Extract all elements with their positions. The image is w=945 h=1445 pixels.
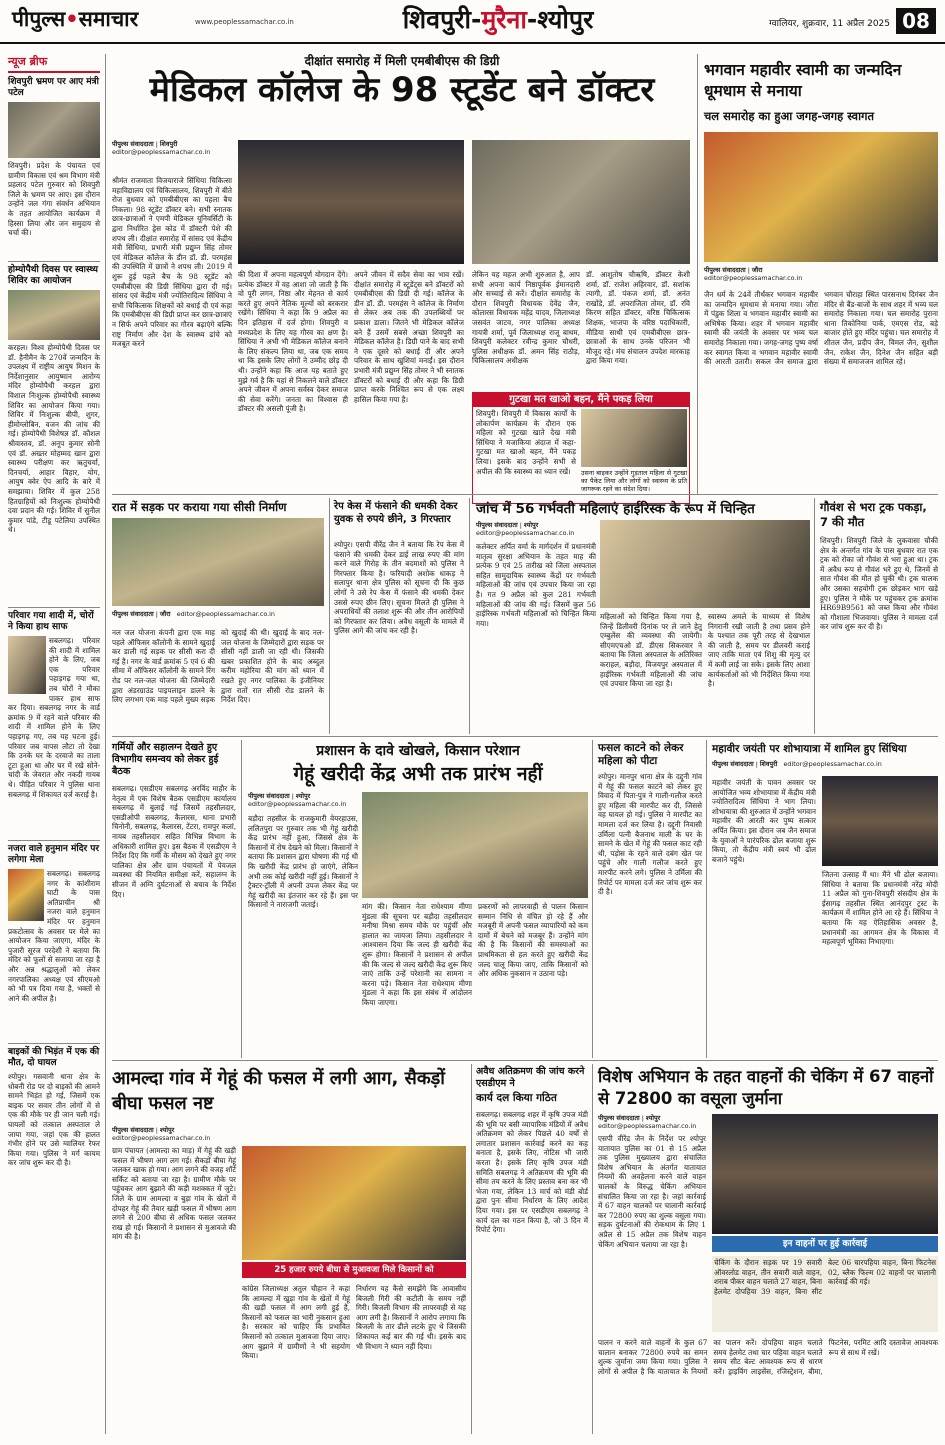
section-rule [112, 1060, 938, 1061]
road-headline: रात में सड़क पर कराया गया सीसी निर्माण [112, 500, 287, 514]
vehicle-text: एसपी वीरेंद्र जैन के निर्देश पर श्योपुर यातायात पुलिस का 01 से 15 अप्रैल तक पुलिस मुख्यालय द्वारा संचालित विशेष अभियान के अंतर्गत यातायात नियमों की अवहेलना करने वाले वाहन चालकों के विरुद्ध चेकिंग अभियान संचालित किया जा रहा है। जहां कार्रवाई में 67 वाहन चालकों पर चालानी कार्रवाई कर 72800 रुपए का शुल्क वसूला गया। सड़क दुर्घटनाओं की रोकथाम के लिए 1 अप्रैल से 15 अप्रैल तक विशेष वाहन चेकिंग अभियान चलाया जा रहा है। [598, 1134, 706, 1249]
lead-col-1: श्रीमंत राजमाता विजयाराजे सिंधिया चिकित्सा महाविद्यालय एवं चिकित्सालय, शिवपुरी में बीते रोज बुधवार को एमबीबीएस का पहला बैच निकला। 98 स्टूडेंट डॉक्टर बने। सभी स्नातक छात्र-छात्राओं ने एमपी मेडिकल यूनिवर्सिटी के द्वारा निर्धारित ड्रेस कोड में डॉक्टरी पेशे की शपथ ली। दीक्षांत समारोह में सांसद एवं केंद्रीय मंत्री सिंधिया, प्रभारी मंत्री प्रद्युम्न सिंह तोमर एवं मेडिकल कॉलेज के डीन डॉ. डी. परमहंस की उपस्थिति में छात्रों ने शपथ ली। 2019 में शुरू हुई पहले बैच के 98 स्टूडेंट को एमबीबीएस की डिग्री सिंधिया द्वारा दी गई। सांसद एवं केंद्रीय मंत्री ज्योतिरादित्य सिंधिया ने सभी चिकित्सक शिक्षकों को बधाई दी एवं कहा कि एमबीबीएस की डिग्री प्राप्त कर छात्र-छात्राएं न सिर्फ अपने परिवार का गौरव बढ़ाएंगे बल्कि राष्ट्र निर्माण और देश के स्वास्थ्य ढांचे को मजबूत करने [112, 176, 232, 349]
scindia-col-1: महावीर जयंती के पावन अवसर पर आयोजित भव्य शोभायात्रा में केंद्रीय मंत्री ज्योतिरादित्य सिंधिया ने भाग लिया। शोभायात्रा की शुरुआत में उन्होंने भगवान महावीर की आरती कर पुष्प सत्कार अर्पित किया। इस दौरान जब जैन समाज के युवाओं ने पारंपरिक ढोल बजाया शुरू किया, तो केंद्रीय मंत्री स्वयं भी ढोल बजाने पहुंचे। [712, 778, 816, 864]
fire-col-2: कांग्रेस जिलाध्यक्ष अतुल चौहान ने कहा कि आमल्दा में खुड़ा गांव के खेतों में गेहूं की खड़ी फसल में आग लगी हुई है, किसानों को फसल का भारी नुकसान हुआ है। सरकार को चाहिए कि प्रभावित किसानों को तत्काल मुआवजा दिया जाए। आग बुझाने में ग्रामीणों ने भी सहयोग किया। [242, 1284, 350, 1361]
edition-part3: -श्योपुर [526, 5, 594, 34]
scindia-col-2: जितना उत्साह मैं था। मैंने भी ढोल बजाया। सिंधिया ने बताया कि प्रधानमंत्री नरेंद्र मोदी 11 अप्रैल को गुना-शिवपुरी संसदीय क्षेत्र के ईसागढ़ तहसील स्थित आनंदपुर ट्रस्ट के कार्यक्रम में शामिल होने आ रहे हैं। सिंधिया ने बताया कि यह ऐतिहासिक अवसर है, प्रधानमंत्री का आगमन क्षेत्र के विकास में महत्वपूर्ण भूमिका निभाएगा। [822, 870, 938, 947]
fire-byline-name: पीपुल्स संवाददाता [112, 1126, 154, 1134]
brand-url: www.peoplessamachar.co.in [195, 18, 294, 26]
column-rule [241, 740, 242, 1058]
road-byline: पीपुल्स संवाददाता | जौरा editor@peoplessamachar.co.in [112, 610, 275, 618]
vehicle-photo-caption: इन वाहनों पर हुई कार्रवाई [712, 1236, 938, 1252]
pregnant-byline-name: पीपुल्स संवाददाता [476, 521, 518, 529]
mahavir-text: जैन धर्म के 24वें तीर्थंकर भगवान महावीर का जन्मदिन धूमधाम से मनाया गया। जौरा में पंडुक शिला व भगवान महावीर स्वामी का अभिषेक किया। शहर में भगवान महावीर स्वामी की जयंती के अवसर पर भव्य चल समारोह निकाला गया। जगह-जगह पुष्प वर्षा कर स्वागत किया व भगवान महावीर स्वामी की आरती उतारी। सकल जैन समाज द्वारा भगवान चौराहा स्थित पारसनाथ दिगंबर जैन मंदिर से बैंड-बाजों के साथ शहर में भव्य चल समारोह निकाला गया। चल समारोह पुराना थाना तिकोनिया पार्क, एमएस रोड, बड़े बाजार होते हुए मंदिर पहुंचा। चल समारोह में शीतल जैन, प्रदीप जैन, विमल जैन, सुशील जैन, राकेश जैन, दिनेश जैन सहित बड़ी संख्या में समाजजन शामिल रहे। [704, 290, 938, 367]
fire-headline: आमल्दा गांव में गेहूं की फसल में लगी आग, सैकड़ों बीघा फसल नष्ट [112, 1068, 445, 1114]
brand-right: समाचार [78, 7, 139, 31]
page-number: 08 [896, 8, 936, 34]
fire-photo-caption: 25 हजार रुपये बीघा से मुआवजा मिले किसानों को [242, 1262, 466, 1278]
fire-col-3: निर्धारण यह कैसे समझेंगे कि आवासीय बिजली गिरी की कटौती के समय नहीं गिरी। बिजली विभाग की लापरवाही से यह आग लगी है। किसानों ने आरोप लगाया कि बिजली के तार ढीले लटके हुए थे जिसकी शिकायत कई बार की गई थी। इसके बाद भी विभाग ने ध्यान नहीं दिया। [356, 1284, 466, 1351]
fire-byline-place: श्योपुर [159, 1126, 175, 1134]
brief-1-text: शिवपुरी। प्रदेश के पंचायत एवं ग्रामीण विकास एवं श्रम विभाग मंत्री प्रहलाद पटेल गुरुवार को शिवपुरी जिले के भ्रमण पर आए। इस दौरान उन्होंने जल गंगा संवर्धन अभियान के तहत आयोजित कार्यक्रम में हिस्सा लिया और जन समुदाय से चर्चा की। [8, 161, 100, 238]
column-rule [706, 740, 707, 1058]
column-rule [592, 740, 593, 1058]
brief-1-title: शिवपुरी भ्रमण पर आए मंत्री पटेल [8, 77, 99, 98]
fasal-headline: फसल काटने को लेकर महिला को पीटा [598, 742, 684, 767]
lead-col-2: की दिशा में अपना महत्वपूर्ण योगदान देंगे। प्रत्येक डॉक्टर में वह आशा जो जाती है कि वो पूरी लगन, निष्ठा और मेहनत से कार्य करते हुए अपने नैतिक मूल्यों को बरकरार रखेंगे। सिंधिया ने कहा कि 9 अप्रैल का दिन इतिहास में दर्ज होगा। शिवपुरी व मध्यप्रदेश के लिए यह गौरव का क्षण है। सिंधिया ने अभी भी मेडिकल कॉलेज बनाने के लिए संकल्प लिया था, जब एक समय था कि इसके लिए लोगों ने उम्मीद छोड़ दी थी। उन्होंने कहा कि आज यह बताते हुए मुझे गर्व है कि यहां से निकलने वाले डॉक्टर अपने जीवन में अपना सर्वस्व देकर समाज की सेवा करेंगे। जनता का विश्वास ही डॉक्टर की असली पूंजी है। [238, 270, 348, 414]
lead-inset-caption: उसना बाइकर उन्होंने गुड़ताल महिला से गुटखा का पैकेट लिया और लोगों को स्वास्थ्य के प्रति जागरूक रहने का संदेश दिया। [581, 469, 687, 493]
mahavir-headline: भगवान महावीर स्वामी का जन्मदिन धूमधाम से मनाया [704, 61, 902, 100]
pregnant-col-2: महिलाओं को चिन्हित किया गया है, जिन्हें डिलीवरी दिनांक पर ले जाने हेतु एम्बुलेंस की व्यवस्था की जायेगी। सीएमएचओ डॉ. डीएस सिकरवार ने बताया कि जिला अस्पताल के अतिरिक्त कराहल, बड़ौदा, विजयपुर अस्पताल में हाईरिस्क गर्भवती महिलाओं की जांच एवं उपचार किया जा रहा है। [600, 612, 702, 689]
brief-2-title: होम्योपैथी दिवस पर स्वास्थ्य शिविर का आयोजन [8, 261, 100, 287]
column-rule [329, 498, 330, 734]
fasal-text: श्योपुर। मानपुर थाना क्षेत्र के दद्दूनी गांव में गेहूं की फसल काटने को लेकर हुए विवाद में पिता-पुत्र ने गाली-गलौज करते हुए महिला की मारपीट कर दी, जिससे वह घायल हो गई। पुलिस ने मारपीट का मामला दर्ज कर लिया है। दद्दूनी निवासी उर्मिला पत्नी बैजनाथ माली के घर के सामने के खेत में गेहूं की फसल काट रही थी, पड़ोस के रहने वाले दबंग खेत पर पहुंचे और गाली गलौज करते हुए मारपीट करने लगे। पुलिस ने उर्मिला की रिपोर्ट पर मामला दर्ज कर जांच शुरू कर दी है। [598, 772, 702, 897]
scindia-headline: महावीर जयंती पर शोभायात्रा में शामिल हुए सिंधिया [712, 743, 907, 755]
wheat-byline-name: पीपुल्स संवाददाता [248, 792, 290, 800]
fasal-crop-text: प्रकरणों को लापरवाही से पालन किसान सम्मान निधि से वंचित हो रहे हैं और मजबूरी में अपनी फसल व्यापारियों को कम दामों में बेचने को मजबूर हैं। उन्होंने मांग की है कि किसानों की समस्याओं का प्राथमिकता से हल करते हुए खरीदी केंद्र जल्द चालू किया जाए, ताकि किसानों को और अधिक नुकसान न उठाना पड़े। [478, 902, 588, 979]
rape-headline: रेप केस में फंसाने की धमकी देकर युवक से रुपये छीने, 3 गिरफ्तार [334, 501, 458, 525]
vehicle-byline-place: श्योपुर [645, 1114, 661, 1122]
column-rule [469, 498, 470, 734]
brief-3-title: परिवार गया शादी में, चोरों ने किया हाथ साफ [8, 607, 100, 633]
pregnant-photo [600, 520, 810, 608]
brief-4-text: सबलगढ़। सबलगढ़ नगर के कांशीराम घाटी के पास अतिप्राचीन श्री नजरा वाले हनुमान मंदिर पर हनुमान प्रकटोत्सव के अवसर पर मेले का आयोजन किया जाएगा, मंदिर के पुजारी सूरज परदेशी ने बताया कि मंदिर को फूलों से सजाया जा रहा है और अन्न श्रद्धालुओं को लेकर नगरपालिका अध्यक्ष एवं सीएमओ को भी पत्र दिया गया है, भक्तों से आने की अपील है। [8, 869, 100, 1003]
wheat-byline: पीपुल्स संवाददाता | श्योपुर editor@peoplessamachar.co.in [248, 792, 347, 808]
mahavir-photo [704, 132, 938, 262]
scindia-byline-place: शिवपुरी [759, 760, 778, 768]
brief-2-photo [8, 290, 100, 340]
edition-title [348, 4, 648, 36]
truck-text: शिवपुरी। शिवपुरी जिले के लुकवासा चौकी क्षेत्र के अन्तर्गत गांव के पास बुधवार रात एक ट्रक को रोका जो गौवंश से भरा हुआ था। ट्रक में अवैध रूप से गौवंश भरे हुए थे, जिनमें से सात गौवंश की मौत हो चुकी थी। ट्रक चालक और उसका सहयोगी ट्रक छोड़कर भाग खड़े हुए। पुलिस ने मौके पर पहुंचकर ट्रक क्रमांक HR69B9561 को जब्त किया और गौवंश को गौशाला भिजवाया। पुलिस ने मामला दर्ज कर जांच शुरू कर दी है। [820, 536, 938, 632]
vehicle-footer-text: पालन न करने वाले वाहनों के कुल 67 चालान बनाकर 72800 रुपये का समन शुल्क जुर्माना जमा किया गया। पुलिस ने लोगों से अपील है कि यातायात के नियमों का पालन करें। दोपहिया वाहन चलाते समय हेलमेट तथा चार पहिया वाहन चलाते समय सीट बेल्ट आवश्यक रूप से धारण करें। ड्राइविंग लाइसेंस, रजिस्ट्रेशन, बीमा, फिटनेस, परमिट आदि दस्तावेज आवश्यक रूप से साथ में रखें। [598, 1338, 938, 1376]
mahavir-email[interactable]: editor@peoplessamachar.co.in [704, 274, 803, 282]
vehicle-byline: पीपुल्स संवाददाता | श्योपुर editor@peoplessamachar.co.in [598, 1114, 697, 1130]
lead-col-5: डॉ. आशुतोष चौऋषि, डॉक्टर केशी शर्मा, डॉ. राजेश अहिरवार, डॉ. सशांक त्यागी, डॉ. पंकज शर्मा, डॉ. अनंत राखोंडे, डॉ. अपराजिता तोमर, डॉ. रवि किरण सहित डॉक्टर, वरिष्ठ चिकित्सक शिक्षक, भाजपा के वरिष्ठ पदाधिकारी, मीडिया साथी एवं एमबीबीएस छात्र-छात्राओं के साथ उनके परिजन भी मौजूद रहे। मंच संचालन उपदेश मारकाह द्वारा किया गया। [586, 270, 690, 366]
lead-kicker: दीक्षांत समारोह में मिली एमबीबीएस की डिग्री [304, 54, 500, 68]
brief-3-photo [8, 636, 46, 694]
brief-5-text: श्योपुर। गसवानी थाना क्षेत्र के धोबनी रोड पर दो बाइकों की आमने सामने भिड़ंत हो गई, जिसमें एक बाइक पर सवार तीन लोगों में से एक की मौके पर ही जान चली गई। घायलों को तत्काल अस्पताल ले जाया गया, जहां एक की हालत गंभीर होने पर उसे ग्वालियर रेफर किया गया। पुलिस ने मर्ग कायम कर जांच शुरू कर दी है। [8, 1072, 100, 1168]
truck-headline: गौवंश से भरा ट्रक पकड़ा, 7 की मौत [820, 500, 927, 529]
pregnant-headline: जांच में 56 गर्भवती महिलाएं हाईरिस्क के रूप में चिन्हित [476, 501, 755, 517]
lead-headline: मेडिकल कॉलेज के 98 स्टूडेंट बने डॉक्टर [149, 70, 655, 110]
lead-col-4: लेकिन यह महज अभी शुरुआत है, आप सभी अपना कार्य निष्ठापूर्वक ईमानदारी और सच्चाई से करें। दीक्षांत समारोह के दौरान शिवपुरी विधायक देवेंद्र जैन, कोलारस विधायक महेंद्र यादव, जिलाध्यक्ष जसवंत जाटव, नगर पालिका अध्यक्ष गायत्री शर्मा, पूर्व जिलाध्यक्ष राजू बाथम, शिवपुरी कलेक्टर रवीन्द्र कुमार चौधरी, पुलिस अधीक्षक डॉ. अमन सिंह राठौड़, चिकित्सालय अधीक्षक [472, 270, 580, 366]
wheat-email[interactable]: editor@peoplessamachar.co.in [248, 800, 347, 808]
wheat-col-2: मांग की। किसान नेता राधेश्याम मीणा मुंडला की सूचना पर बड़ौदा तहसीलदार मनीषा मिश्रा समय मौके पर पहुंचीं और हालात का जायजा लिया। तहसीलदार ने आश्वासन दिया कि जल्द ही खरीदी केंद्र शुरू होगा। किसानों ने प्रशासन से अपील की कि जल्द से जल्द खरीदी केंद्र शुरू किए जाएं ताकि उन्हें परेशानी का सामना न करना पड़े। किसान नेता राधेश्याम मीणा मुंडला ने कहा कि इस संबंध में आंदोलन किया जाएगा। [362, 902, 472, 1007]
pregnant-email[interactable]: editor@peoplessamachar.co.in [476, 529, 575, 537]
masthead [0, 0, 945, 44]
vehicle-email[interactable]: editor@peoplessamachar.co.in [598, 1122, 697, 1130]
section-rule [112, 736, 938, 737]
brief-1-photo [8, 102, 100, 158]
scindia-email[interactable]: editor@peoplessamachar.co.in [783, 760, 882, 768]
lead-inset-title: गुटखा मत खाओ बहन, मैंने पकड़ लिया [473, 393, 689, 407]
wheat-byline-place: श्योपुर [295, 792, 311, 800]
lead-photo-1 [238, 140, 464, 264]
mahavir-subhead: चल समारोह का हुआ जगह-जगह स्वागत [704, 109, 875, 123]
pregnant-col-3: स्वास्थ्य अमले के माध्यम से विशेष निगरानी रखी जाती है तथा प्रसव होने के पश्चात तक पूरी तरह से देखभाल की जाती है, समय पर डीलवरी कराई जाए ताकि माता एवं शिशु की मृत्यु दर में कमी लाई जा सके। इसके लिए आशा कार्यकर्ताओं को भी निर्देशित किया गया है। [708, 612, 810, 689]
fire-email[interactable]: editor@peoplessamachar.co.in [112, 1134, 211, 1142]
road-photo [112, 518, 324, 606]
pregnant-byline: पीपुल्स संवाददाता | श्योपुर editor@peoplessamachar.co.in [476, 521, 575, 537]
pregnant-byline-place: श्योपुर [523, 521, 539, 529]
lead-byline-place: शिवपुरी [159, 140, 178, 148]
vehicle-photo [712, 1114, 938, 1234]
mahavir-byline-place: जौरा [751, 266, 763, 274]
wheat-kicker: प्रशासन के दावे खोखले, किसान परेशान [316, 743, 520, 759]
mahavir-byline-name: पीपुल्स संवाददाता [704, 266, 746, 274]
illegal-text: सबलगढ़। सबलगढ़ शहर में कृषि उपज मंडी की भूमि पर बसी व्यापारिक मंडियों में अवैध अतिक्रमण को लेकर पिछले 40 वर्षों से लगातार प्रशासन कार्रवाई करने का कह बनाता है, इसके लिए, नोटिस भी जारी करता है। इसके लिए कृषि उपज मंडी समिति सबलगढ़ ने अतिक्रमण की भूमि की सीमा तय करने के लिए प्रस्ताव बना कर भी भेजा गया, लेकिन 13 मार्च को मंडी बोर्ड द्वारा पुनः सीमा निर्धारण के लिए आदेश दिया गया। इस पर एसडीएम सबलगढ़ ने कार्य दल का गठन किया है, जो 3 दिन में रिपोर्ट देगा। [476, 1110, 588, 1235]
brand-logo [12, 6, 192, 32]
wheat-col-1: बड़ौदा तहसील के राजकुमारी वेयरहाउस, ललितपुरा पर गुरुवार तक भी गेहूं खरीदी केंद्र प्रारंभ नहीं हुआ, जिससे क्षेत्र के किसानों में रोष देखने को मिला। किसानों ने बताया कि प्रशासन द्वारा घोषणा की गई थी कि खरीदी केंद्र प्रारंभ हो जाएंगे, लेकिन अभी तक कोई खरीदी नहीं हुई। किसानों ने ट्रैक्टर-ट्रॉली में अपनी उपज लेकर केंद्र पर गेहूं खरीदी का इंतजार कर रहे हैं। इस पर किसानों ने नाराजगी जताई। [248, 814, 358, 910]
lead-byline-name: पीपुल्स संवाददाता [112, 140, 154, 148]
fire-byline: पीपुल्स संवाददाता | श्योपुर editor@peoplessamachar.co.in [112, 1126, 211, 1142]
vehicle-headline: विशेष अभियान के तहत वाहनों की चेकिंग में 67 वाहनों से 72800 का वसूला जुर्माना [598, 1067, 934, 1108]
illegal-headline: कार्य दल किया गठित [476, 1092, 557, 1104]
heat-headline: गर्मियों और सहालग्न देखते हुए विभागीय समन्वय को लेकर हुई बैठक [112, 742, 219, 777]
scindia-photo [822, 776, 938, 866]
wheat-headline: गेहूं खरीदी केंद्र अभी तक प्रारंभ नहीं [293, 763, 543, 785]
lead-inset [472, 392, 690, 504]
brief-2-text: करहल। विश्व होम्योपैथी दिवस पर डॉ. हैनीमैन के 270वें जन्मदिन के उपलक्ष्य में राष्ट्रीय आयुष मिशन के निर्देशानुसार आयुष्मान आरोग्य मंदिर होम्योपैथी करहल द्वारा विशाल निःशुल्क होम्योपैथी स्वास्थ्य शिविर का आयोजन किया गया। शिविर में निःशुल्क बीपी, शुगर, हीमोग्लोबिन, वजन की जांच की गई। होम्योपैथी विशेषज्ञ डॉ. कौशल श्रीवास्तव, डॉ. अनूप कुमार सोनी एवं डॉ. अख्तर मोहम्मद खान द्वारा स्वास्थ्य परीक्षण कर ऋतुचर्या, दिनचर्या, आहार विहार, योग, आयुष क्वेर ऐप आदि के बारे में समझाया। शिविर में कुल 258 हितग्राहियों को निःशुल्क होम्योपैथी दवा प्रदान की गई। शिविर में सुनील कुमार पांडे, टीडू पटेलिया उपस्थित थे। [8, 343, 100, 535]
news-brief-column [8, 54, 100, 1434]
vehicle-box-text: चेकिंग के दौरान सड़क पर 19 सवारी ऑवरलोड वाहन, तीन सवारी वाले वाहन, शराब पीकर वाहन चलाते 27 वाहन, बिना हेलमेट दोपहिया 39 वाहन, बिना सीट बेल्ट 06 चारपहिया वाहन, बिना फिटनेस 02, ब्लैक फिल्म 02 वाहनों पर चालानी कार्रवाई की गई। [712, 1256, 938, 1332]
pregnant-col-1: कलेक्टर अर्पित वर्मा के मार्गदर्शन में प्रधानमंत्री मातृत्व सुरक्षा अभियान के तहत माह की प्रत्येक 9 एवं 25 तारीख को जिला अस्पताल सहित सामुदायिक स्वास्थ्य केंद्रों पर गर्भवती महिलाओं की जांच एवं उपचार किया जा रहा है। गत 9 अप्रैल को कुल 281 गर्भवती महिलाओं की जांच की गई। जिसमें कुल 56 हाईरिस्क गर्भवती महिलाओं को चिन्हित किया गया। [476, 542, 596, 628]
illegal-kicker: अवैध अतिक्रमण की जांच करने एसडीएम ने [476, 1066, 585, 1089]
brand-dot-icon: • [65, 7, 79, 31]
column-rule [592, 1064, 593, 1434]
lead-byline: पीपुल्स संवाददाता | शिवपुरी editor@peoplessamachar.co.in [112, 140, 211, 156]
fire-text: ग्राम पंचायत (आमल्दा का माड़) में गेहूं की खड़ी फसल में भीषण आग लग गई। सैकड़ों बीघा गेहूं जलकर खाक हो गया। आग लगने की वजह शॉर्ट सर्किट को बताया जा रहा है। ग्रामीण मौके पर पहुंचकर आग बुझाने की कड़ी मशक्कत में जुटे। जिले के ग्राम आमल्दा व बुड़ा गांव के खेतों में दोपहर गेहूं की तैयार खड़ी फसल में भीषण आग लगने से 200 बीघा से अधिक फसल जलकर राख हो गई। किसानों ने प्रशासन से मुआवजे की मांग की है। [112, 1146, 236, 1242]
lead-inset-photo [581, 409, 687, 467]
edition-part1: शिवपुरी- [402, 5, 482, 34]
road-byline-place: जौरा [159, 610, 171, 618]
mahavir-byline: पीपुल्स संवाददाता | जौरा editor@peoplessamachar.co.in [704, 266, 803, 282]
edition-part2: मुरैना [481, 5, 527, 34]
lead-photo-2 [472, 140, 690, 264]
section-rule [112, 494, 938, 495]
lead-inset-text: शिवपुरी। शिवपुरी में विकास कार्यों के लोकार्पण कार्यक्रम के दौरान एक महिला को गुटखा खाते देख मंत्री सिंधिया ने मजाकिया अंदाज में कहा- गुटखा मत खाओ बहन, मैंने पकड़ लिया। इसके बाद उन्होंने सभी से अपील की कि स्वास्थ्य का ध्यान रखें। [476, 409, 576, 476]
brief-4-photo [8, 869, 44, 921]
brand-left: पीपुल्स [12, 7, 66, 31]
wheat-photo [362, 792, 588, 898]
heat-text: सबलगढ़। एसडीएम सबलगढ़ अरविंद माहौर के नेतृत्व में एक विशेष बैठक एसडीएम कार्यालय सबलगढ़ में बुलाई गई जिसमें तहसीलदार, एसडीओपी सबलगढ़, कैलारस, थाना प्रभारी चिनोनी, सबलगढ़, कैलारस, टेंटरा, रामपुर कलां, नायब तहसीलदार सहित विभिन्न विभाग के अधिकारी शामिल हुए। इस बैठक में एसडीएम ने निर्देश दिए कि गर्मी के मौसम को देखते हुए नगर पालिका क्षेत्र और ग्राम पंचायतों में पेयजल व्यवस्था की नियमित समीक्षा करें, सहालग्न के सीजन में अग्नि दुर्घटनाओं से बचाव के निर्देश दिए। [112, 784, 236, 899]
column-rule [471, 1064, 472, 1434]
column-rule [697, 54, 698, 494]
column-rule [105, 54, 106, 1434]
road-email[interactable]: editor@peoplessamachar.co.in [176, 610, 275, 618]
fire-photo [242, 1146, 466, 1260]
brief-3-text: सबलगढ़। परिवार की शादी में शामिल होने के लिए, जब एक परिवार पहाड़गढ़ गया था, तब चोरों ने मौका पाकर हाथ साफ कर दिया। सबलगढ़ नगर के वार्ड क्रमांक 9 में रहने वाले परिवार की शादी में शामिल होने के लिए पहाड़गढ़ गए, तब यह घटना हुई। परिवार जब वापस लौटा तो देखा कि उनके घर के दरवाजे का ताला टूटा हुआ था और घर में रखे सोने-चांदी के जेवरात और नकदी गायब थे। पीड़ित परिवार ने पुलिस थाना सबलगढ़ में शिकायत दर्ज कराई है। [8, 636, 100, 799]
road-text: नल जल योजना कंपनी द्वारा एक माह पहले ऑफिसर कॉलोनी के सामने खुदाई कर डाली गई सड़क पर सीसी करा दी गई है। नगर के वार्ड क्रमांक 5 एवं 6 की सीमा में ऑफिसर कॉलोनी के सामने रिंग रोड पर नल-जल योजना की जिम्मेदारी द्वारा अंडरग्राउंड पाइपलाइन डालने के लिए लगभग एक माह पहले मुख्य सड़क को खुदाई की थी। खुदाई के बाद नल-जल योजना के जिम्मेदारों द्वारा सड़क पर सीसी नहीं डाली जा रही थी। जिसकी खबर प्रकाशित होने के बाद अब्दुल करीम महोरिया की मांग को ध्यान में रखते हुए नगर पालिका के इंजीनियर द्वारा रातों रात सीसी रोड डालने के निर्देश दिए। [112, 628, 324, 705]
lead-col-3: अपने जीवन में सदैव सेवा का भाव रखें। दीक्षांत समारोह में स्टूडेंट्स बने डॉक्टरों को एमबीबीएस की डिग्री दी गई। कॉलेज के डीन डॉ. डी. परमहंस ने कॉलेज के निर्माण से लेकर अब तक की उपलब्धियों पर प्रकाश डाला। जितने भी मेडिकल कॉलेज बने हैं उसमें सबसे अच्छा शिवपुरी का मेडिकल कॉलेज है। डिग्री पाने के बाद सभी ने एक दूसरे को बधाई दी और अपने परिवार के साथ खुशियां मनाईं। इस दौरान प्रभारी मंत्री प्रद्युम्न सिंह तोमर ने भी स्नातक डॉक्टरों को बधाई दी और कहा कि डिग्री प्राप्त करके निश्चित रूप से एक लक्ष्य हासिल किया गया है। [354, 270, 464, 404]
news-brief-label: न्यूज ब्रीफ [8, 54, 100, 73]
column-rule [814, 498, 815, 734]
scindia-byline: पीपुल्स संवाददाता | शिवपुरी editor@peoplessamachar.co.in [712, 760, 882, 768]
lead-email[interactable]: editor@peoplessamachar.co.in [112, 148, 211, 156]
brief-4-title: नजरा वाले हनुमान मंदिर पर लगेगा मेला [8, 840, 100, 866]
rape-text: श्योपुर। एसपी वीरेंद्र जैन ने बताया कि रेप केस में फंसाने की धमकी देकर डाई लाख रुपए की मांग करने वाले गिरोह के तीन बदमाशों को पुलिस ने गिरफ्तार किया है। फरियादी अशोक धाकड़ ने सलापुर थाना क्षेत्र पुलिस को सूचना दी कि कुछ लोगों ने उसे रेप केस में फंसाने की धमकी देकर उससे रुपए छीन लिए। सूचना मिलते ही पुलिस ने अपराधियों की तलाश शुरू की और तीन आरोपियों को गिरफ्तार कर लिया। अवैध वसूली के मामले में पुलिस आगे की जांच कर रही है। [334, 540, 464, 636]
vehicle-byline-name: पीपुल्स संवाददाता [598, 1114, 640, 1122]
brief-5-title: बाइकों की भिड़ंत में एक की मौत, दो घायल [8, 1043, 100, 1069]
road-byline-name: पीपुल्स संवाददाता [112, 610, 154, 618]
dateline: ग्वालियर, शुक्रवार, 11 अप्रैल 2025 [769, 19, 890, 29]
scindia-byline-name: पीपुल्स संवाददाता [712, 760, 754, 768]
